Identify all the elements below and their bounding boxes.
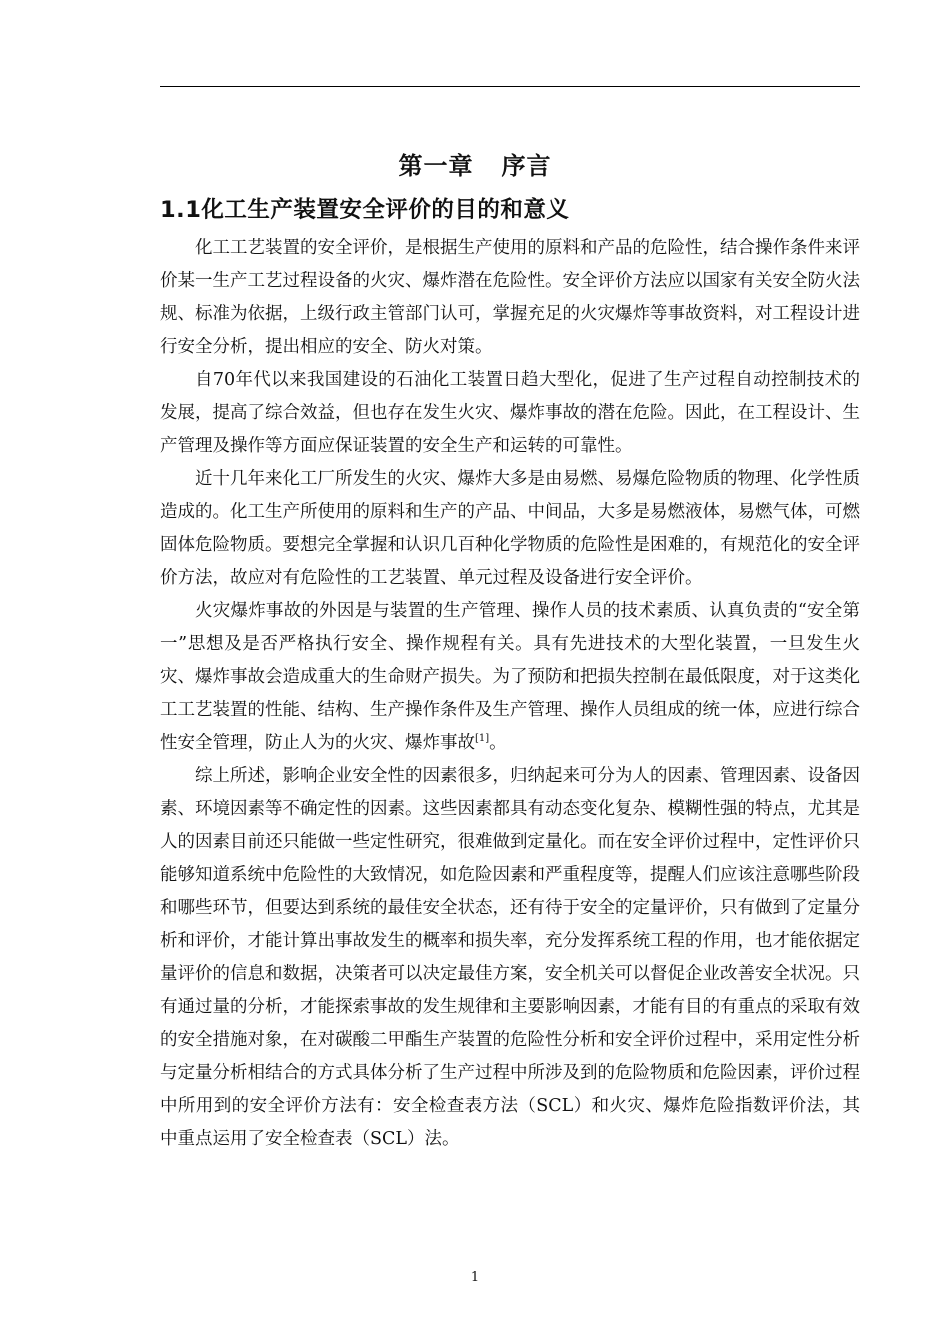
paragraph-2 [160, 364, 860, 463]
section-title: 1.1化工生产装置安全评价的目的和意义 [160, 197, 570, 223]
paragraph-text: 火灾爆炸事故的外因是与装置的生产管理、操作人员的技术素质、认真负责的“安全第一”思想及是否严格执行安全、操作规程有关。具有先进技术的大型化装置，一旦发生火灾、爆炸事故会造成重大的生命财产损失。为了预防和把损失控制在最低限度，对于这类化工工艺装置的性能、结构、生产操作条件及生产管理、操作人员组成的统一体，应进行综合性安全管理，防止人为的火灾、爆炸事故 [160, 601, 860, 753]
body-text [160, 232, 860, 1156]
paragraph-text: 自70年代以来我国建设的石油化工装置日趋大型化，促进了生产过程自动控制技术的发展，提高了综合效益，但也存在发生火灾、爆炸事故的潜在危险。因此，在工程设计、生产管理及操作等方面应保证装置的安全生产和运转的可靠性。 [160, 370, 860, 456]
paragraph-4 [160, 595, 860, 760]
paragraph-text: 近十几年来化工厂所发生的火灾、爆炸大多是由易燃、易爆危险物质的物理、化学性质造成的。化工生产所使用的原料和生产的产品、中间品，大多是易燃液体，易燃气体，可燃固体危险物质。要想完全掌握和认识几百种化学物质的危险性是困难的，有规范化的安全评价方法，故应对有危险性的工艺装置、单元过程及设备进行安全评价。 [160, 469, 860, 588]
paragraph-text: 化工工艺装置的安全评价，是根据生产使用的原料和产品的危险性，结合操作条件来评价某一生产工艺过程设备的火灾、爆炸潜在危险性。安全评价方法应以国家有关安全防火法规、标准为依据，上级行政主管部门认可，掌握充足的火灾爆炸等事故资料，对工程设计进行安全分析，提出相应的安全、防火对策。 [160, 238, 860, 357]
page-number: 1 [470, 1270, 480, 1285]
paragraph-end-punct: 。 [489, 733, 507, 753]
paragraph-3 [160, 463, 860, 595]
paragraph-text: 综上所述，影响企业安全性的因素很多，归纳起来可分为人的因素、管理因素、设备因素、环境因素等不确定性的因素。这些因素都具有动态变化复杂、模糊性强的特点，尤其是人的因素目前还只能做一些定性研究，很难做到定量化。而在安全评价过程中，定性评价只能够知道系统中危险性的大致情况，如危险因素和严重程度等，提醒人们应该注意哪些阶段和哪些环节，但要达到系统的最佳安全状态，还有待于安全的定量评价，只有做到了定量分析和评价，才能计算出事故发生的概率和损失率，充分发挥系统工程的作用，也才能依据定量评价的信息和数据，决策者可以决定最佳方案，安全机关可以督促企业改善安全状况。只有通过量的分析，才能探索事故的发生规律和主要影响因素，才能有目的有重点的采取有效的安全措施对象，在对碳酸二甲酯生产装置的危险性分析和安全评价过程中，采用定性分析与定量分析相结合的方式具体分析了生产过程中所涉及到的危险物质和危险因素，评价过程中所用到的安全评价方法有：安全检查表方法（SCL）和火灾、爆炸危险指数评价法，其中重点运用了安全检查表（SCL）法。 [160, 766, 860, 1149]
chapter-title: 第一章 序言 [398, 152, 552, 180]
paragraph-5 [160, 760, 860, 1156]
paragraph-1 [160, 232, 860, 364]
header-rule [160, 86, 860, 87]
citation-marker[interactable]: [1] [475, 733, 490, 745]
